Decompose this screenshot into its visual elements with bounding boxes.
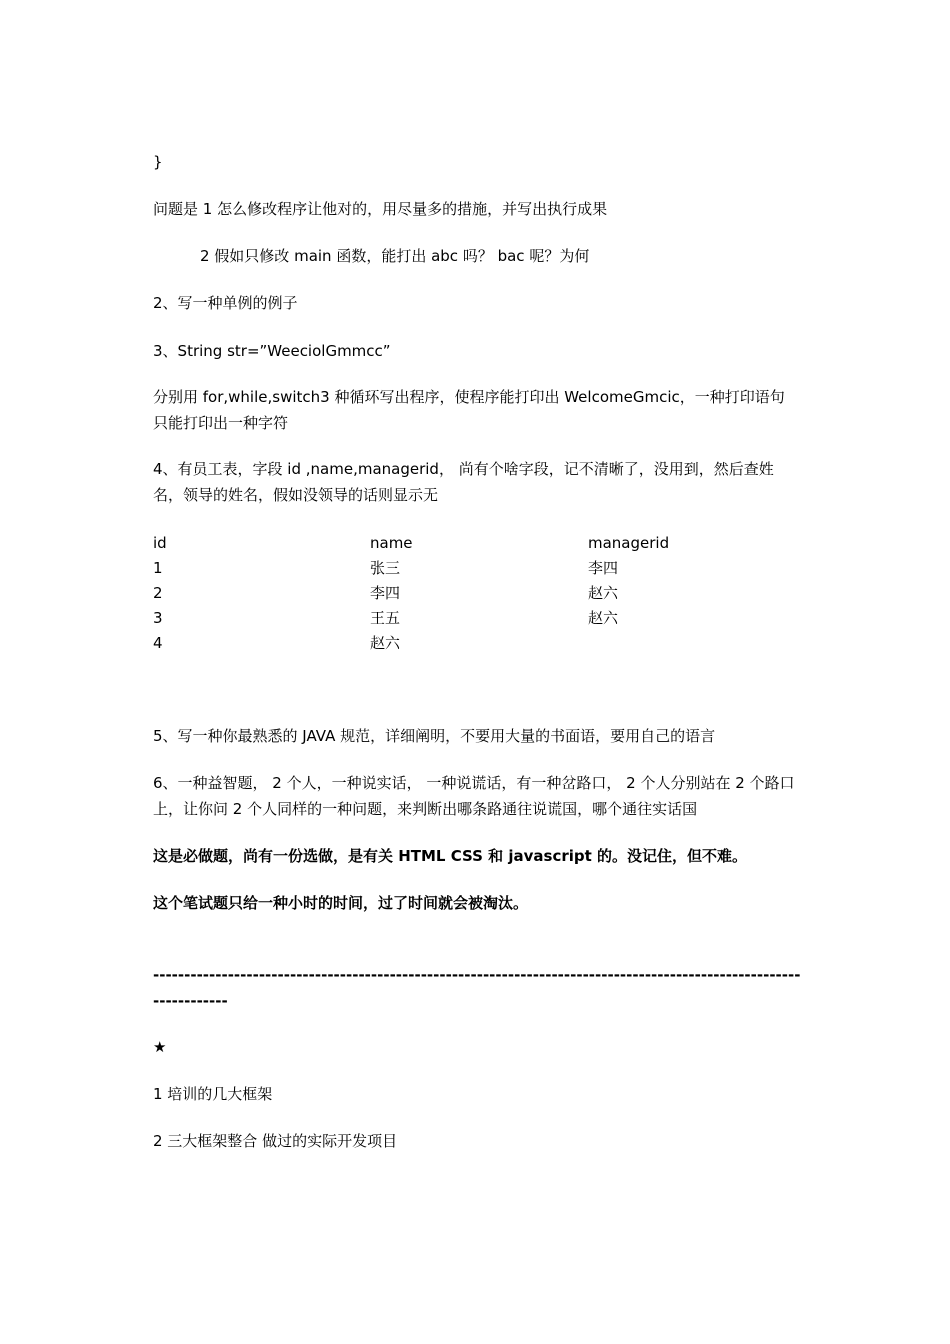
item-2-text: 2 三大框架整合 做过的实际开发项目 [153, 1132, 398, 1150]
note-time-limit: 这个笔试题只给一种小时的时间，过了时间就会被淘汰。 [153, 894, 529, 912]
question-2-text: 2、写一种单例的例子 [153, 294, 298, 312]
table-row [153, 605, 803, 630]
table-cell: 李四 [370, 584, 401, 602]
table-cell: 赵六 [370, 634, 401, 652]
question-1-text: 问题是 1 怎么修改程序让他对的，用尽量多的措施，并写出执行成果 [153, 200, 608, 218]
question-3-title: 3、String str=”WeeciolGmmcc” [153, 342, 391, 360]
table-header-id: id [153, 533, 167, 552]
table-row [153, 555, 803, 580]
star-icon: ★ [153, 1038, 167, 1056]
table-cell: 王五 [370, 609, 401, 627]
note-required: 这是必做题，尚有一份选做，是有关 HTML CSS 和 javascript 的。没记住，但不难。 [153, 847, 748, 865]
question-4-description: 4、有员工表，字段 id ,name,managerid， 尚有个啥字段，记不清晰了，没用到，然后查姓名，领导的姓名，假如没领导的话则显示无 [153, 460, 774, 504]
question-5-text: 5、写一种你最熟悉的 JAVA 规范，详细阐明，不要用大量的书面语，要用自己的语言 [153, 727, 716, 745]
table-cell: 赵六 [588, 609, 619, 627]
item-1-text: 1 培训的几大框架 [153, 1085, 273, 1103]
table-cell: 4 [153, 633, 163, 652]
table-cell: 3 [153, 608, 163, 627]
closing-brace: } [153, 153, 163, 171]
question-6-text: 6、一种益智题， 2 个人，一种说实话， 一种说谎话，有一种岔路口， 2 个人分别站在 2 个路口上，让你问 2 个人同样的一种问题，来判断出哪条路通往说谎国，哪个通往实话国 [153, 774, 795, 818]
table-cell: 张三 [370, 559, 401, 577]
question-1-sub: 2 假如只修改 main 函数，能打出 abc 吗？ bac 呢？为何 [200, 247, 590, 265]
table-header-managerid: managerid [588, 533, 670, 552]
table-row [153, 580, 803, 605]
table-cell [588, 630, 803, 655]
table-cell: 2 [153, 583, 163, 602]
table-cell: 李四 [588, 559, 619, 577]
employee-table [153, 530, 803, 655]
table-cell: 1 [153, 558, 163, 577]
table-row [153, 630, 803, 655]
table-header-name: name [370, 533, 413, 552]
separator-line: -------------------------------------------------------------------------------------------------------------------- [153, 966, 801, 1010]
table-cell: 赵六 [588, 584, 619, 602]
question-3-description: 分别用 for,while,switch3 种循环写出程序，使程序能打印出 WelcomeGmcic，一种打印语句只能打印出一种字符 [153, 388, 785, 432]
table-header-row [153, 530, 803, 555]
